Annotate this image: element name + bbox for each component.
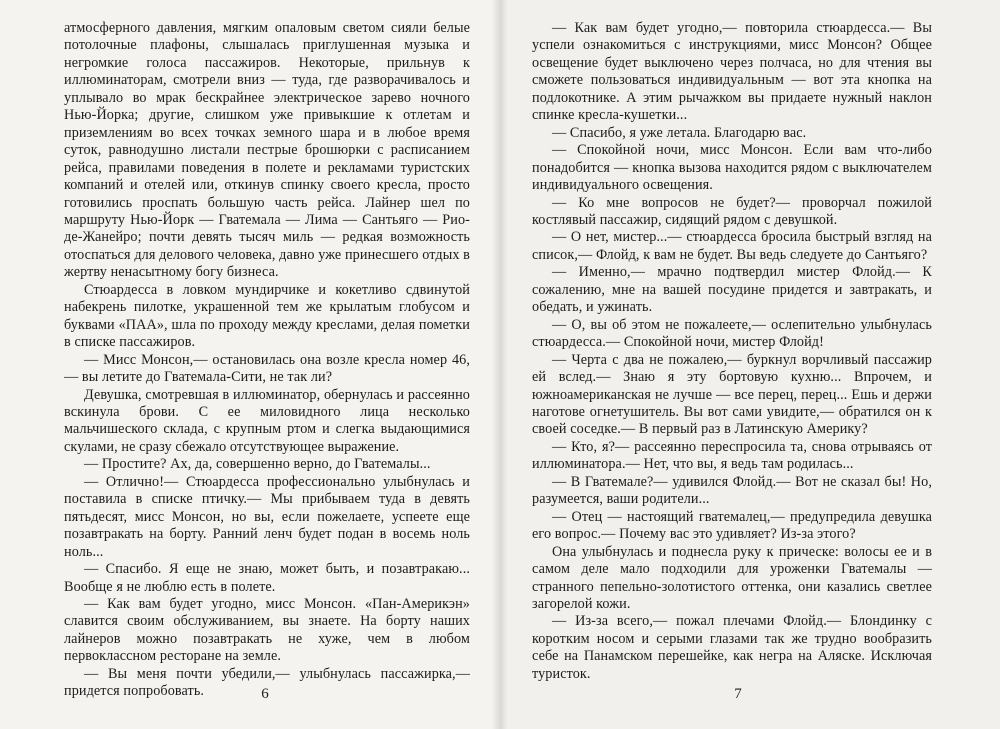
page-number-left: 6 bbox=[261, 686, 269, 702]
paragraph: — Черта с два не пожалею,— буркнул ворчливый пассажир ей вслед.— Знаю я эту бортовую кухню... Впрочем, и южноамериканская не лучше — все перец, перец... Ешь и держи наготове огнетушитель. Вы вот сами увидите,— обратился он к своей соседке.— В первый раз в Латинскую Америку? bbox=[532, 351, 932, 438]
paragraph: — Мисс Монсон,— остановилась она возле кресла номер 46,— вы летите до Гватемала-Сити, не так ли? bbox=[64, 351, 470, 386]
paragraph: — О, вы об этом не пожалеете,— ослепительно улыбнулась стюардесса.— Спокойной ночи, мистер Флойд! bbox=[532, 316, 932, 351]
page-number-right: 7 bbox=[734, 686, 742, 702]
left-page-text bbox=[64, 20, 470, 701]
paragraph: — Ко мне вопросов не будет?— проворчал пожилой костлявый пассажир, сидящий рядом с девушкой. bbox=[532, 194, 932, 228]
paragraph: — Из-за всего,— пожал плечами Флойд.— Блондинку с коротким носом и серыми глазами так же трудно вообразить себе на Панамском перешейке, как негра на Аляске. Исключая туристок. bbox=[532, 613, 932, 682]
paragraph: — Простите? Ах, да, совершенно верно, до Гватемалы... bbox=[84, 456, 431, 473]
paragraph: Стюардесса в ловком мундирчике и кокетливо сдвинутой набекрень пилотке, украшенной тем же крылатым глобусом и буквами «ПАА», шла по проходу между креслами, делая пометки в списке пассажиров. bbox=[64, 281, 470, 351]
paragraph: — В Гватемале?— удивился Флойд.— Вот не сказал бы! Но, разумеется, ваши родители... bbox=[532, 473, 932, 508]
paragraph: — Спасибо, я уже летала. Благодарю вас. bbox=[552, 124, 807, 141]
paragraph: — Именно,— мрачно подтвердил мистер Флойд.— К сожалению, мне на вашей посудине придется и завтракать, и обедать, и ужинать. bbox=[532, 264, 932, 316]
paragraph: — Как вам будет угодно,— повторила стюардесса.— Вы успели ознакомиться с инструкциями, мисс Монсон? Общее освещение будет выключено через полчаса, но для чтения вы сможете пользоваться индивидуальным — вот эта кнопка на подлокотнике. А этим рычажком вы придаете нужный наклон спинке кресла-кушетки... bbox=[532, 20, 932, 124]
paragraph: — Кто, я?— рассеянно переспросила та, снова отрываясь от иллюминатора.— Нет, что вы, я ведь там родилась... bbox=[532, 438, 932, 473]
paragraph: — Спасибо. Я еще не знаю, может быть, и позавтракаю... Вообще я не люблю есть в полете. bbox=[64, 561, 470, 595]
paragraph: Она улыбнулась и поднесла руку к прическе: волосы ее и в самом деле мало подходили для уроженки Гватемалы — странного пепельно-золотистого оттенка, они казались светлее загорелой кожи. bbox=[532, 543, 932, 612]
paragraph: атмосферного давления, мягким опаловым светом сияли белые потолочные плафоны, слышалась приглушенная музыка и негромкие голоса пассажиров. Некоторые, прильнув к иллюминаторам, смотрели вниз — туда, где разворачивалось и уплывало во мрак бескрайнее электрическое зарево ночного Нью-Йорка; другие, слишком уже привыкшие к отлетам и приземлениям во всех точках земного шара и в любое время суток, равнодушно листали пестрые брошюрки с расписанием рейса, правилами поведения в полете и рекламами туристских компаний и отелей или, откинув спинку своего кресла, просто готовились проспать большую часть рейса. Лайнер шел по маршруту Нью-Йорк — Гватемала — Лима — Сантьяго — Рио-де-Жанейро; почти девять тысяч миль — редкая возможность отоспаться для делового человека, давно уже принесшего отдых в жертву ненасытному богу бизнеса. bbox=[64, 20, 470, 281]
paragraph: — Отлично!— Стюардесса профессионально улыбнулась и поставила в списке птичку.— Мы прибываем туда в девять пятьдесят, мисс Монсон, но вы, если пожелаете, успеете еще позавтракать на борту. Ранний ленч будет подан в восемь ноль ноль... bbox=[64, 473, 470, 560]
paragraph: Девушка, смотревшая в иллюминатор, обернулась и рассеянно вскинула брови. С ее миловидного лица несколько мальчишеского склада, с крупным ртом и слегка выдающимися скулами, не сразу сбежало отсутствующее выражение. bbox=[64, 386, 470, 455]
book-gutter bbox=[492, 0, 508, 729]
paragraph: — О нет, мистер...— стюардесса бросила быстрый взгляд на список,— Флойд, к вам не будет. Вы ведь следуете до Сантьяго? bbox=[532, 229, 932, 263]
paragraph: — Вы меня почти убедили,— улыбнулась пассажирка,— придется попробовать. bbox=[64, 665, 470, 700]
paragraph: — Спокойной ночи, мисс Монсон. Если вам что-либо понадобится — кнопка вызова находится рядом с выключателем индивидуального освещения. bbox=[532, 142, 932, 194]
right-page-text bbox=[532, 20, 932, 683]
paragraph: — Отец — настоящий гватемалец,— предупредила девушка его вопрос.— Почему вас это удивляет? Из-за этого? bbox=[532, 508, 932, 543]
right-page bbox=[500, 0, 1000, 729]
paragraph: — Как вам будет угодно, мисс Монсон. «Пан-Америкэн» славится своим обслуживанием, вы знаете. На борту наших лайнеров можно позавтракать не хуже, чем в любом первоклассном ресторане на земле. bbox=[64, 595, 470, 665]
